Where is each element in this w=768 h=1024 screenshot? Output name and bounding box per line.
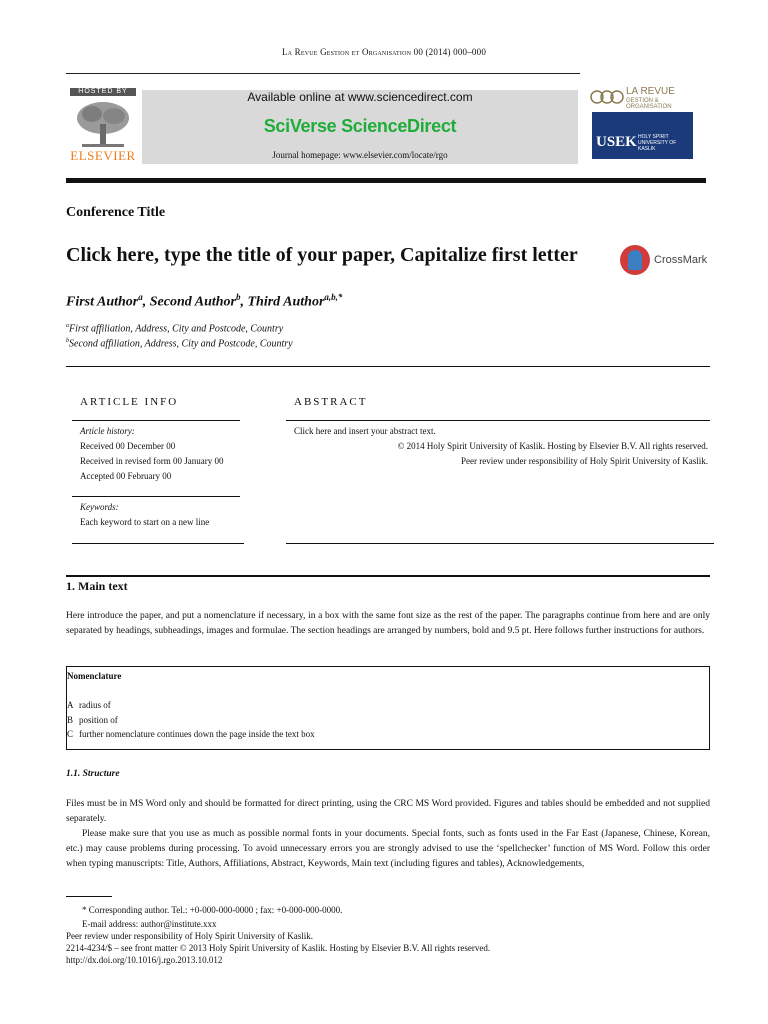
nomenclature-box[interactable] (66, 666, 710, 750)
author-list[interactable]: First Author$^a$, Second Author$^b$, Third Author$^{a,b,*}$ (66, 292, 343, 310)
abstract-copyright: © 2014 Holy Spirit University of Kaslik. Hosting by Elsevier B.V. All rights reserved. (397, 441, 708, 451)
keywords-label: Keywords: (80, 502, 119, 512)
article-history (80, 424, 223, 484)
header-rule (66, 73, 580, 74)
journal-citation-line: La Revue Gestion et Organisation 00 (2014) 000–000 (281, 47, 487, 57)
keywords-block (80, 500, 209, 530)
history-label: Article history: (80, 426, 135, 436)
revised-date: Received in revised form 00 January 00 (80, 456, 224, 466)
title-block-rule (66, 366, 710, 367)
available-online-text[interactable]: Available online at www.sciencedirect.com (247, 90, 473, 104)
abstract-heading: ABSTRACT (294, 396, 368, 408)
crossmark-badge[interactable] (620, 245, 710, 277)
conference-title: Conference Title (66, 205, 166, 220)
article-info-rule (72, 420, 240, 421)
section-divider-rule (66, 575, 710, 577)
la-revue-subtitle: GESTION & ORGANISATION (626, 98, 672, 110)
abstract-peer-review: Peer review under responsibility of Holy Spirit University of Kaslik. (461, 456, 708, 466)
article-info-bottom-rule (72, 543, 244, 544)
gso-logo-icon (590, 88, 624, 106)
usek-wordmark: USEK (596, 134, 637, 150)
journal-homepage-link[interactable]: Journal homepage: www.elsevier.com/locate/rgo (272, 150, 448, 160)
elsevier-wordmark: ELSEVIER (70, 148, 136, 163)
author-affil-sup: a,b,* (324, 292, 343, 302)
structure-paragraph-2[interactable]: Please make sure that you use as much as possible normal fonts in your documents. Special fonts, such as fonts used in the Far East (Japanese, Chinese, Korean, etc.) may cause problems during processing. To avoid unnecessary errors you are strongly advised to use the ‘spellchecker’ function of MS Word. Follow this order when typing manuscripts: Title, Authors, Affiliations, Abstract, Keywords, Main text (including figures and tables), Acknowledgements, (66, 829, 710, 869)
accepted-date: Accepted 00 February 00 (80, 471, 172, 481)
peer-review-note: Peer review under responsibility of Holy Spirit University of Kaslik. (66, 931, 313, 941)
abstract-text[interactable]: Click here and insert your abstract text. (294, 426, 436, 436)
author-affil-sup: a (138, 292, 143, 302)
paper-title[interactable]: Click here, type the title of your paper, Capitalize first letter (66, 244, 578, 266)
keywords-text[interactable]: Each keyword to start on a new line (80, 517, 210, 527)
section-heading-main-text: 1. Main text (66, 579, 128, 593)
author-affil-sup: b (235, 292, 241, 302)
nomenclature-title: Nomenclature (67, 671, 122, 681)
usek-subtitle: HOLY SPIRIT UNIVERSITY OF KASLIK (638, 134, 677, 152)
hosted-by-label: HOSTED BY (70, 88, 136, 96)
doi-link[interactable]: http://dx.doi.org/10.1016/j.rgo.2013.10.012 (66, 955, 223, 965)
affiliation-a: $^a$First affiliation, Address, City and Postcode, Country (66, 323, 284, 335)
abstract-block (294, 424, 708, 469)
nomenclature-row: C further nomenclature continues down the page inside the text box (67, 729, 315, 739)
elsevier-tree-icon (74, 98, 132, 148)
usek-logo (592, 112, 693, 159)
crossmark-icon (620, 245, 650, 275)
elsevier-logo (66, 88, 140, 164)
la-revue-title: LA REVUE (626, 86, 675, 97)
la-revue-logo (590, 86, 700, 108)
email-note[interactable]: E-mail address: author@institute.xxx (82, 919, 217, 929)
structure-paragraph-1[interactable]: Files must be in MS Word only and should be formatted for direct printing, using the CRC MS Word provided. Figures and tables should be embedded and not supplied separately. (66, 799, 710, 824)
intro-paragraph[interactable]: Here introduce the paper, and put a nomenclature if necessary, in a box with the same font size as the rest of the paper. The paragraphs continue from here and are only separated by headings, subheadings, images and formulae. The section headings are arranged by numbers, bold and 9.5 pt. Here follows further instructions for authors. (66, 611, 710, 636)
author-name: Second Author (149, 294, 236, 310)
sciverse-sciencedirect-logo: SciVerse ScienceDirect (263, 116, 457, 136)
crossmark-label: CrossMark (654, 254, 708, 266)
subsection-heading-structure: 1.1. Structure (66, 769, 120, 779)
footnote-rule (66, 896, 112, 897)
abstract-rule (286, 420, 710, 421)
author-name: Third Author (247, 294, 325, 310)
corresponding-author-note: * Corresponding author. Tel.: +0-000-000-0000 ; fax: +0-000-000-0000. (82, 905, 343, 915)
article-info-heading: ARTICLE INFO (80, 396, 179, 408)
received-date: Received 00 December 00 (80, 441, 176, 451)
journal-header-box (142, 90, 578, 164)
abstract-bottom-rule (286, 543, 714, 544)
nomenclature-row: A radius of (67, 700, 111, 710)
affiliation-b: $^b$Second affiliation, Address, City and Postcode, Country (66, 338, 293, 350)
keywords-rule (72, 496, 240, 497)
nomenclature-row: B position of (67, 715, 118, 725)
author-name: First Author (66, 294, 139, 310)
header-thick-rule (66, 178, 706, 183)
issn-note: 2214-4234/$ – see front matter © 2013 Holy Spirit University of Kaslik. Hosting by Elsevier B.V. All rights reserved. (66, 943, 491, 953)
